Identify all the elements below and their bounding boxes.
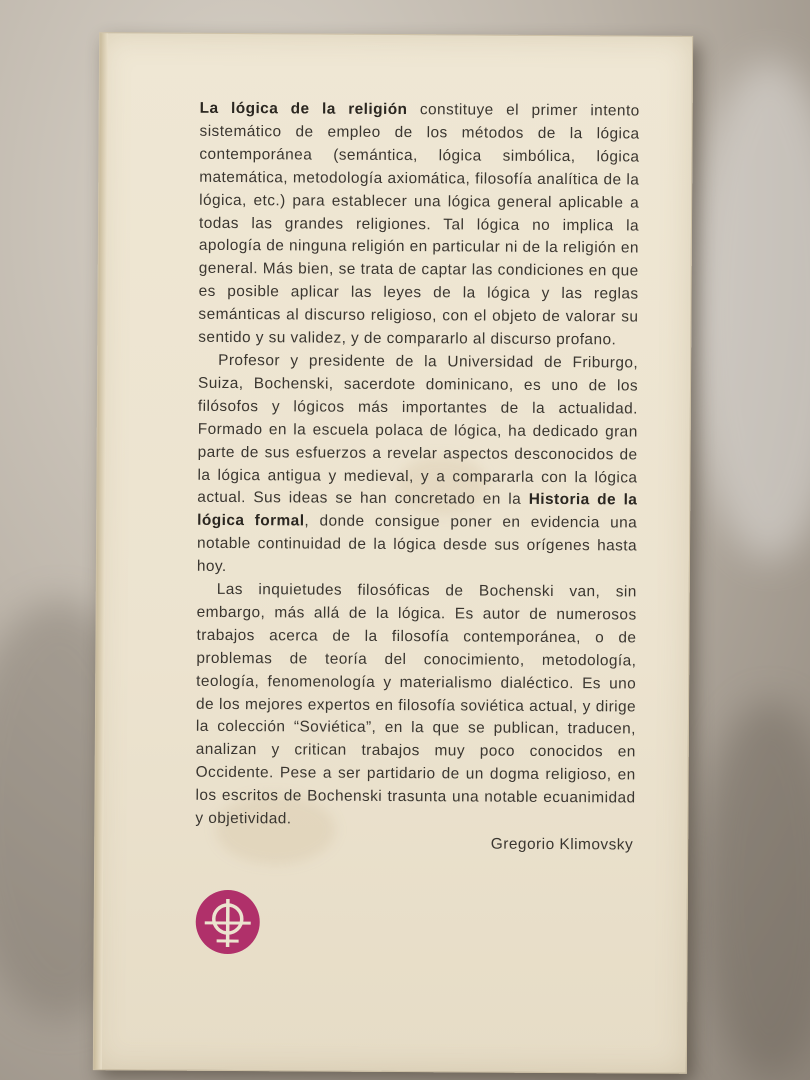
author-signature: Gregorio Klimovsky [490, 835, 634, 854]
paragraph-1-text: constituye el primer intento sistemático de empleo de los métodos de la lógica contemporánea (semántica, lógica simbólica, lógica matemática, metodología axiomática, filosofía analítica de la lógica, etc.) para establecer una lógica general aplicable a todas las grandes religiones. Tal lógica no implica la apología de ninguna religión en particular ni de la religión en general. Más bien, se trata de captar las condiciones en que es posible aplicar las leyes de la lógica y las reglas semánticas al discurso religioso, con el objeto de valorar su sentido y su validez, y de compararlo al discurso profano. [198, 101, 640, 349]
paragraph-2-text-b: , donde consigue poner en evidencia una notable continuidad de la lógica desde sus orígenes hasta hoy. [196, 512, 638, 576]
paragraph-3-text: Las inquietudes filosóficas de Bochenski van, sin embargo, más allá de la lógica. Es autor de numerosos trabajos acerca de la filosofía contemporánea, o de problemas de teoría del conocimiento, metodología, teología, fenomenología y materialismo dialéctico. Es uno de los mejores expertos en filosofía soviética actual, y dirige la colección “Soviética”, en la que se publican, traducen, analizan y critican trabajos muy poco conocidos en Occidente. Pese a ser partidario de un dogma religioso, en los escritos de Bochenski trasunta una notable ecuanimidad y objetividad. [195, 580, 637, 828]
referenced-title-bold: Historia de la lógica formal [197, 491, 638, 530]
publisher-logo-icon [195, 889, 261, 955]
book-title-bold: La lógica de la religión [199, 99, 408, 119]
book-back-cover [93, 32, 693, 1074]
blurb-paragraph-3 [195, 579, 637, 834]
blurb-paragraph-2 [197, 350, 638, 582]
cloth-highlight-right [690, 60, 810, 560]
paragraph-2-text-a: Profesor y presidente de la Universidad de Friburgo, Suiza, Bochenski, sacerdote dominicano, es uno de los filósofos y lógicos más importantes de la actualidad. Formado en la escuela polaca de lógica, ha dedicado gran parte de sus esfuerzos a revelar aspectos desconocidos de la lógica antigua y medieval, y a compararla con la lógica actual. Sus ideas se han concretado en la [197, 351, 639, 509]
cover-blurb [195, 98, 639, 834]
blurb-paragraph-1 [198, 98, 640, 353]
cover-edge [94, 33, 108, 1069]
cloth-shadow-right [700, 700, 810, 1080]
